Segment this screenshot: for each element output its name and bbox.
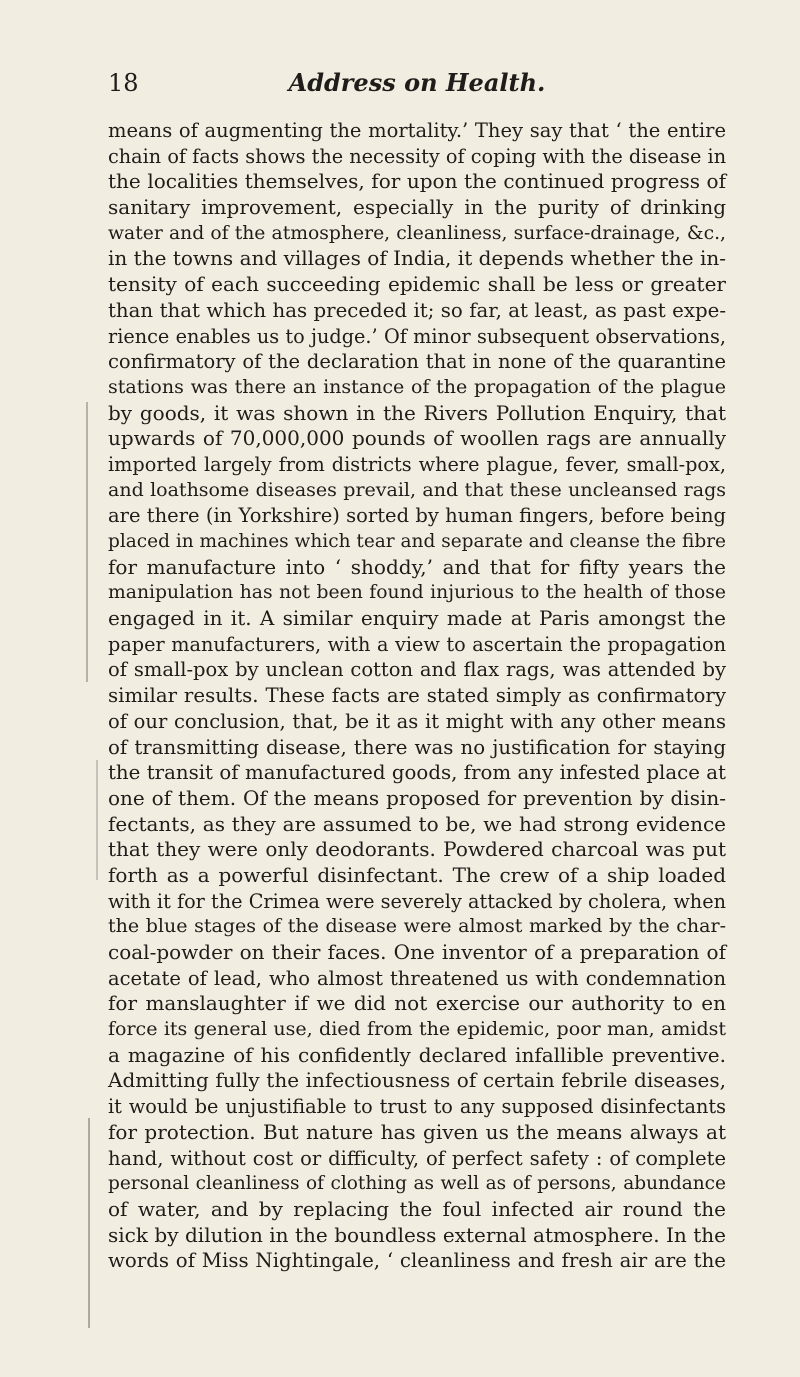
text-line: words of Miss Nightingale, ‘ cleanliness and fresh air are the <box>108 1249 726 1273</box>
page-number: 18 <box>108 69 139 97</box>
text-line: a magazine of his confidently declared infallible preventive. <box>108 1042 726 1067</box>
text-line: of transmitting disease, there was no justification for staying <box>108 735 726 759</box>
text-line: for manslaughter if we did not exercise our authority to en <box>108 991 726 1016</box>
text-line: manipulation has not been found injurious to the health of those <box>108 582 726 604</box>
text-line: imported largely from districts where plague, fever, small-pox, <box>108 452 726 476</box>
text-line: force its general use, died from the epidemic, poor man, amidst <box>108 1018 726 1041</box>
text-line: sick by dilution in the boundless external atmosphere. In the <box>108 1222 726 1247</box>
text-line: coal-powder on their faces. One inventor of a preparation of <box>108 940 726 964</box>
text-line: Admitting fully the infectiousness of certain febrile diseases, <box>108 1068 726 1093</box>
text-line: similar results. These facts are stated simply as confirmatory <box>108 684 726 708</box>
text-line: it would be unjustifiable to trust to any supposed disinfectants <box>108 1095 726 1119</box>
bleed-through-mark <box>96 760 98 880</box>
text-line: sanitary improvement, especially in the purity of drinking <box>108 195 726 220</box>
text-line: by goods, it was shown in the Rivers Pollution Enquiry, that <box>108 400 726 425</box>
text-line: forth as a powerful disinfectant. The crew of a ship loaded <box>108 862 726 887</box>
text-line: means of augmenting the mortality.’ They say that ‘ the entire <box>108 119 726 142</box>
text-line: the localities themselves, for upon the continued progress of <box>108 169 726 194</box>
text-line: tensity of each succeeding epidemic shall be less or greater <box>108 272 726 297</box>
text-line: the transit of manufactured goods, from any infested place at <box>108 761 726 785</box>
text-line: of water, and by replacing the foul infected air round the <box>108 1196 726 1221</box>
text-line: and loathsome diseases prevail, and that these uncleansed rags <box>108 478 726 501</box>
page-header <box>108 68 726 104</box>
text-line: of our conclusion, that, be it as it might with any other means <box>108 709 726 733</box>
text-line: stations was there an instance of the propagation of the plague <box>108 375 726 398</box>
text-line: that they were only deodorants. Powdered charcoal was put <box>108 837 726 862</box>
text-line: of small-pox by unclean cotton and flax rags, was attended by <box>108 658 726 682</box>
bleed-through-mark <box>86 402 88 682</box>
text-line: are there (in Yorkshire) sorted by human fingers, before being <box>108 504 726 528</box>
text-line: water and of the atmosphere, cleanliness, surface-drainage, &c., <box>108 222 726 244</box>
text-line: for protection. But nature has given us the means always at <box>108 1119 726 1144</box>
text-line: one of them. Of the means proposed for prevention by disin- <box>108 785 726 810</box>
bleed-through-mark <box>88 1118 90 1328</box>
text-line: fectants, as they are assumed to be, we had strong evidence <box>108 811 726 836</box>
text-line: rience enables us to judge.’ Of minor subsequent observations, <box>108 324 726 348</box>
text-line: than that which has preceded it; so far, at least, as past expe- <box>108 298 726 322</box>
text-line: engaged in it. A similar enquiry made at Paris amongst the <box>108 606 726 631</box>
text-line: in the towns and villages of India, it depends whether the in- <box>108 246 726 271</box>
text-line: paper manufacturers, with a view to ascertain the propagation <box>108 632 726 656</box>
text-line: personal cleanliness of clothing as well as of persons, abundance <box>108 1173 726 1195</box>
running-head: Address on Health. <box>288 68 546 97</box>
text-line: placed in machines which tear and separate and cleanse the fibre <box>108 531 726 552</box>
text-line: confirmatory of the declaration that in none of the quarantine <box>108 350 726 374</box>
text-line: acetate of lead, who almost threatened us with condemnation <box>108 966 726 990</box>
text-line: the blue stages of the disease were almost marked by the char- <box>108 915 726 938</box>
text-line: for manufacture into ‘ shoddy,’ and that for fifty years the <box>108 554 726 579</box>
text-line: upwards of 70,000,000 pounds of woollen rags are annually <box>108 426 726 451</box>
text-line: chain of facts shows the necessity of coping with the disease in <box>108 144 727 168</box>
text-line: hand, without cost or difficulty, of perfect safety : of complete <box>108 1146 726 1170</box>
text-line: with it for the Crimea were severely attacked by cholera, when <box>108 889 726 913</box>
body-text <box>108 118 726 1274</box>
